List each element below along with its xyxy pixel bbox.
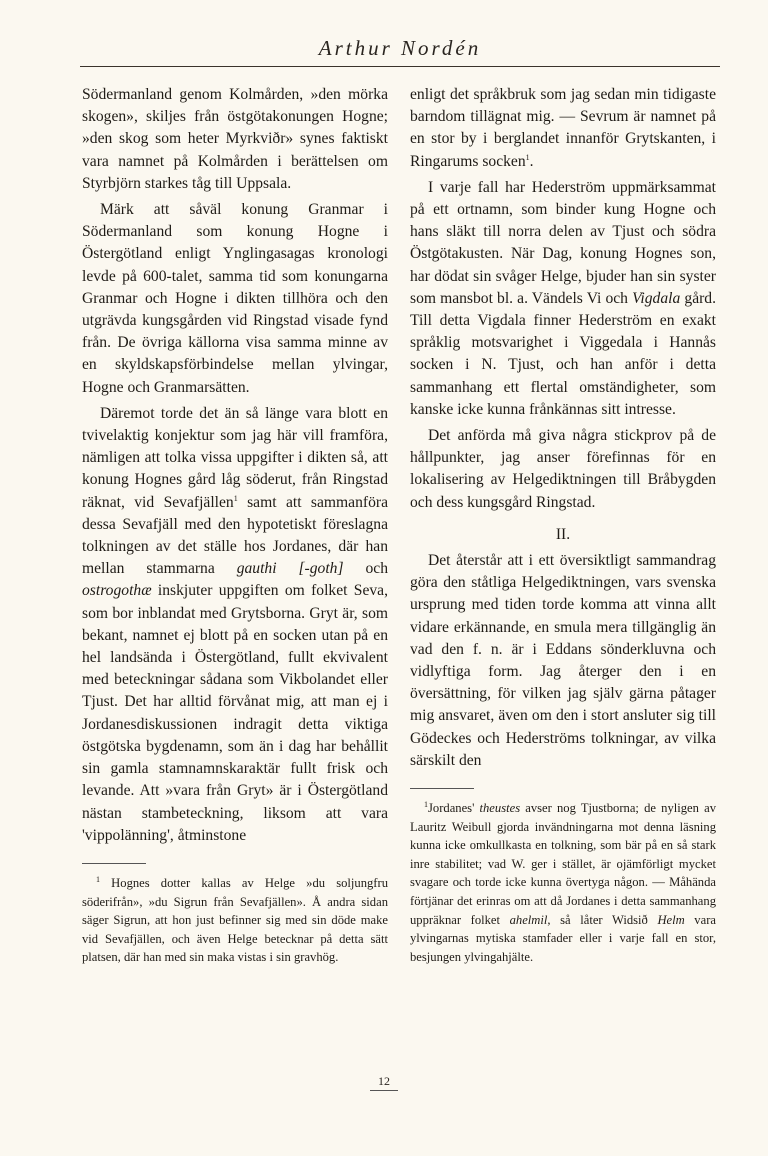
italic-term: theustes bbox=[479, 801, 521, 816]
footnote-rule bbox=[410, 788, 474, 789]
paragraph: Det återstår att i ett översiktligt sammandrag göra den ståtliga Helgediktningen, vars svenska ursprung med tiden torde komma att vinna allt vidare erkännande, en smula mera tillgänglig än vad den f. n. är i Eddans sönderkluvna och vidlyftiga form. Jag återger den i en översättning, för vilken jag själv gärna påtager mig ansvaret, även om den i stort ansluter sig till Gödeckes och Hederströms tolkningar, av vilka särskilt den bbox=[410, 552, 716, 769]
footnote bbox=[82, 874, 388, 967]
text-run: gård. Till detta Vigdala finner Hederström en exakt språklig motsvarighet i Viggedala i Hannås socken i N. Tjust, och han anför i detta sammanhang ett flertal omständigheter, som kanske icke kunna frånkännas sitt intresse. bbox=[410, 289, 716, 418]
section-heading: II. bbox=[555, 525, 571, 543]
text-run: inskjuter uppgiften om folket Seva, som bor inblandat med Grytsborna. Gryt är, som bekant, namnet ej blott på en socken utan på en hel landsända i Östergötland, fullt ekvivalent med beteckningar sådana som Vikbolandet eller Tjust. Det har alltid förvånat mig, att man ej i Jordanesdiskussionen indragit detta viktiga östgötska bygdenamn, som än i dag har behållit sin gamla stamnamnskaraktär fullt frisk och levande. Att »vara från Gryt» är i Östergötland nästan stambeteckning, liksom att vara 'vippolänning', åtminstone bbox=[82, 582, 388, 844]
paragraph: Det anförda må giva några stickprov på de hållpunkter, jag anser förefinnas för en lokalisering av Helgediktningen till Bråbygden och dess kungsgård Ringstad. bbox=[410, 427, 716, 511]
footnote-text: Hognes dotter kallas av Helge »du soljungfru söderifrån», »du Sigrun från Sevafjällen». Å andra sidan säger Sigrun, att hon just befinner sig med sin döde make vid Sevafjällen, och även Helge betecknar på detta sätt platsen, där han med sin maka vistas i sin gravhög. bbox=[82, 875, 388, 965]
footnote-marker[interactable]: 1 bbox=[233, 493, 238, 503]
footnote-rule bbox=[82, 863, 146, 864]
text-run: I varje fall har Hederström uppmärksammat på ett ortnamn, som binder kung Hogne och hans släkt till norra delen av Tjust och södra Östgötakusten. När Dag, konung Hognes son, har dödat sin svåger Helge, bjuder han sin syster som mansbot bl. a. Vändels Vi och bbox=[410, 178, 716, 307]
header-rule bbox=[80, 66, 720, 67]
folio-rule bbox=[370, 1090, 398, 1091]
page-number: 12 bbox=[378, 1074, 390, 1088]
footnote-text: avser nog Tjustborna; de nyligen av Lauritz Weibull gjorda invändningarna mot denna läsning kunna icke omkullkasta en tolkning, som bär på en så stark inre stabilitet; vad W. ger i stället, är ojämförligt mycket svagare och torde icke kunna övertyga någon. — Måhända förtjänar det erinras om att då Jordanes i detta sammanhang uppräknar folket bbox=[410, 801, 716, 927]
footnote-text: Jordanes' bbox=[428, 801, 480, 816]
footnote-number: 1 bbox=[96, 874, 100, 884]
footnote-marker[interactable]: 1 bbox=[525, 152, 530, 162]
running-header: Arthur Nordén bbox=[318, 36, 482, 60]
footnote-text: vara ylvingarnas mytiska stamfader eller i varje fall en stor, besjungen ylvingahjälte. bbox=[410, 912, 716, 964]
left-column bbox=[82, 84, 388, 967]
text-run: enligt det språkbruk som jag sedan min tidigaste barndom tillägnat mig. — Sevrum är namnet på en stor by i berglandet innanför Grytskanten, i Ringarums socken bbox=[410, 86, 716, 170]
text-run: Däremot torde det än så länge vara blott en tvivelaktig konjektur som jag här vill framföra, nämligen att tolka vissa uppgifter i dikten så, att konung Hognes gård låg söderut, från Ringstad räknat, vid Sevafjällen bbox=[82, 404, 388, 511]
footnote-text: , så låter Widsið bbox=[547, 912, 658, 927]
italic-term: Vigdala bbox=[632, 289, 681, 307]
paragraph: Märk att såväl konung Granmar i Södermanland som konung Hogne i Östergötland enligt Ynglingasagas kronologi levde på 600-talet, samma tid som konungarna Granmar och Hogne i dikten tillhöra och den utgrävda kungsgården vid Ringstad visade fynd från. De övriga källorna visa samma minne av en skyldskapsförbindelse mellan ylvingar, Hogne och Granmarsätten. bbox=[82, 201, 388, 396]
paragraph bbox=[410, 177, 716, 421]
footnote-number: 1 bbox=[424, 799, 428, 809]
paragraph bbox=[410, 84, 716, 173]
right-column bbox=[410, 84, 716, 966]
footnote bbox=[410, 799, 716, 966]
italic-term: ahelmil bbox=[509, 912, 548, 927]
text-run: samt att sammanföra dessa Sevafjäll med den hypotetiskt föreslagna tolkningen av det ställe hos Jordanes, där han mellan stammarna bbox=[82, 493, 388, 578]
text-run: och bbox=[343, 560, 388, 578]
italic-term: Helm bbox=[657, 912, 685, 927]
text-run: . bbox=[529, 152, 534, 170]
paragraph bbox=[82, 403, 388, 847]
italic-term: ostrogothæ bbox=[82, 582, 152, 600]
italic-term: gauthi [-goth] bbox=[236, 560, 344, 578]
paragraph: Södermanland genom Kolmården, »den mörka skogen», skiljes från östgötakonungen Hogne; »den skog som heter Myrkviðr» synes faktiskt vara namnet på Kolmården i berättelsen om Styrbjörn starkes tåg till Uppsala. bbox=[82, 86, 388, 192]
